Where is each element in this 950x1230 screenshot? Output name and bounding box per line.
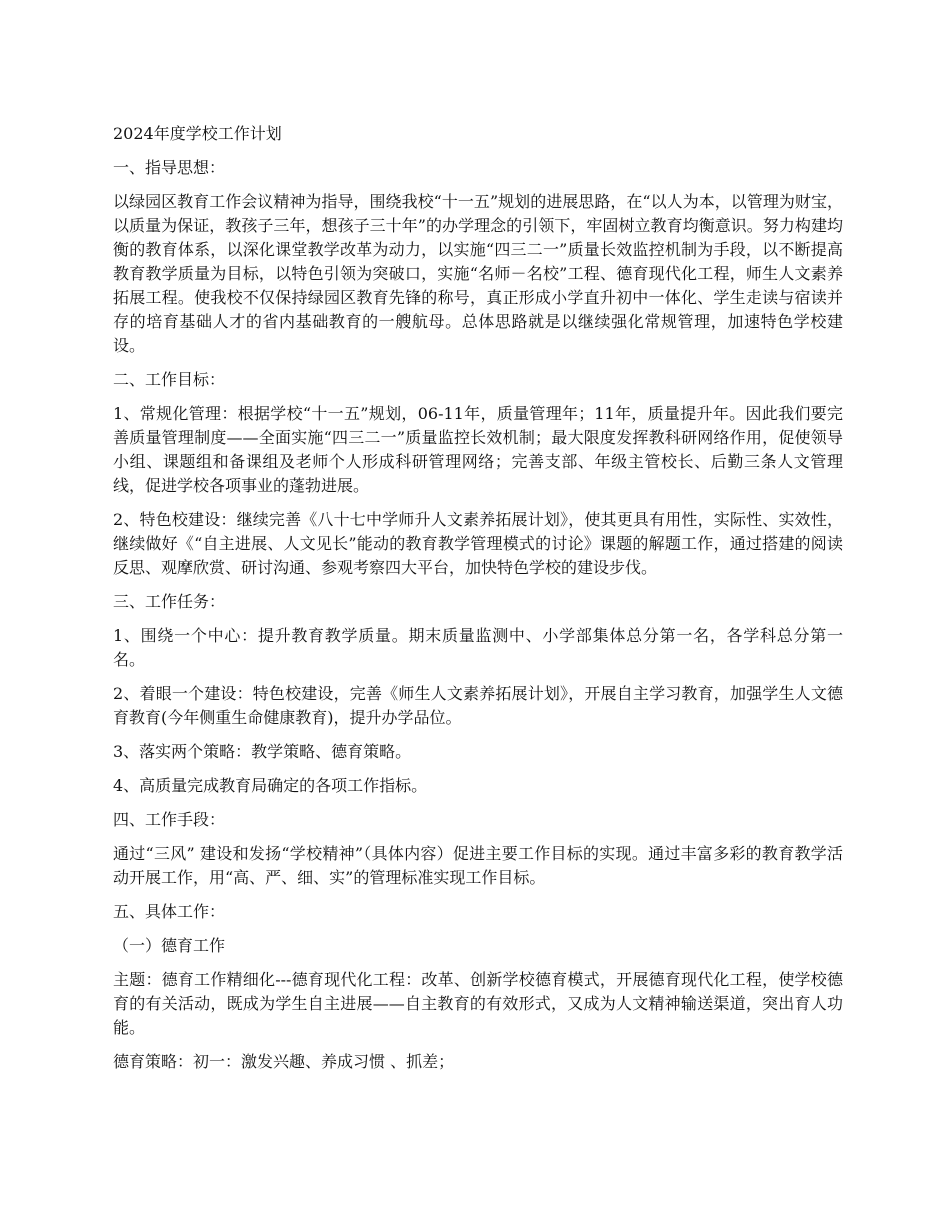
section-heading-guiding-ideology: 一、指导思想： — [113, 158, 226, 177]
paragraph-goal-routine-management: 1、常规化管理：根据学校“十一五”规划，06-11年，质量管理年；11年，质量提升年。因此我们要完善质量管理制度——全面实施“四三二一”质量监控长效机制；最大限度发挥教科研网络作用，促使领导小组、课题组和备课组及老师个人形成科研管理网络；完善支部、年级主管校长、后勤三条人文管理线，促进学校各项事业的蓬勃进展。 — [113, 404, 843, 495]
paragraph-task-1: 1、围绕一个中心：提升教育教学质量。期末质量监测中、小学部集体总分第一名，各学科总分第一名。 — [113, 626, 843, 669]
subsection-heading-moral-education: （一）德育工作 — [113, 936, 226, 955]
paragraph-task-4: 4、高质量完成教育局确定的各项工作指标。 — [113, 776, 428, 795]
paragraph-moral-theme: 主题：德育工作精细化---德育现代化工程：改革、创新学校德育模式，开展德育现代化工程，使学校德育的有关活动，既成为学生自主进展——自主教育的有效形式，又成为人文精神输送渠道，突出育人功能。 — [113, 970, 843, 1037]
paragraph-task-3: 3、落实两个策略：教学策略、德育策略。 — [113, 742, 412, 761]
paragraph-work-means: 通过“三风” 建设和发扬“学校精神”（具体内容）促进主要工作目标的实现。通过丰富多彩的教育教学活动开展工作，用“高、严、细、实”的管理标准实现工作目标。 — [113, 844, 843, 887]
document-page — [113, 122, 843, 1084]
paragraph-goal-featured-school: 2、特色校建设：继续完善《八十七中学师升人文素养拓展计划》，使其更具有用性，实际性、实效性，继续做好《“自主进展、人文见长”能动的教育教学管理模式的讨论》课题的解题工作，通过搭建的阅读反思、观摩欣赏、研讨沟通、参观考察四大平台，加快特色学校的建设步伐。 — [113, 510, 843, 577]
document-title: 2024年度学校工作计划 — [113, 124, 282, 143]
section-heading-work-tasks: 三、工作任务： — [113, 592, 226, 611]
section-heading-specific-work: 五、具体工作： — [113, 902, 226, 921]
paragraph-guiding-ideology: 以绿园区教育工作会议精神为指导，围绕我校“十一五”规划的进展思路，在“以人为本，以管理为财宝，以质量为保证，教孩子三年，想孩子三十年”的办学理念的引领下，牢固树立教育均衡意识。努力构建均衡的教育体系，以深化课堂教学改革为动力，以实施“四三二一”质量长效监控机制为手段，以不断提高教育教学质量为目标，以特色引领为突破口，实施“名师－名校”工程、德育现代化工程，师生人文素养拓展工程。使我校不仅保持绿园区教育先锋的称号，真正形成小学直升初中一体化、学生走读与宿读并存的培育基础人才的省内基础教育的一艘航母。总体思路就是以继续强化常规管理，加速特色学校建设。 — [113, 192, 843, 355]
section-heading-work-goals: 二、工作目标： — [113, 370, 226, 389]
paragraph-task-2: 2、着眼一个建设：特色校建设，完善《师生人文素养拓展计划》，开展自主学习教育，加强学生人文德育教育(今年侧重生命健康教育)，提升办学品位。 — [113, 684, 843, 727]
paragraph-moral-strategy: 德育策略：初一：激发兴趣、养成习惯 、抓差； — [113, 1052, 455, 1071]
section-heading-work-means: 四、工作手段： — [113, 810, 226, 829]
